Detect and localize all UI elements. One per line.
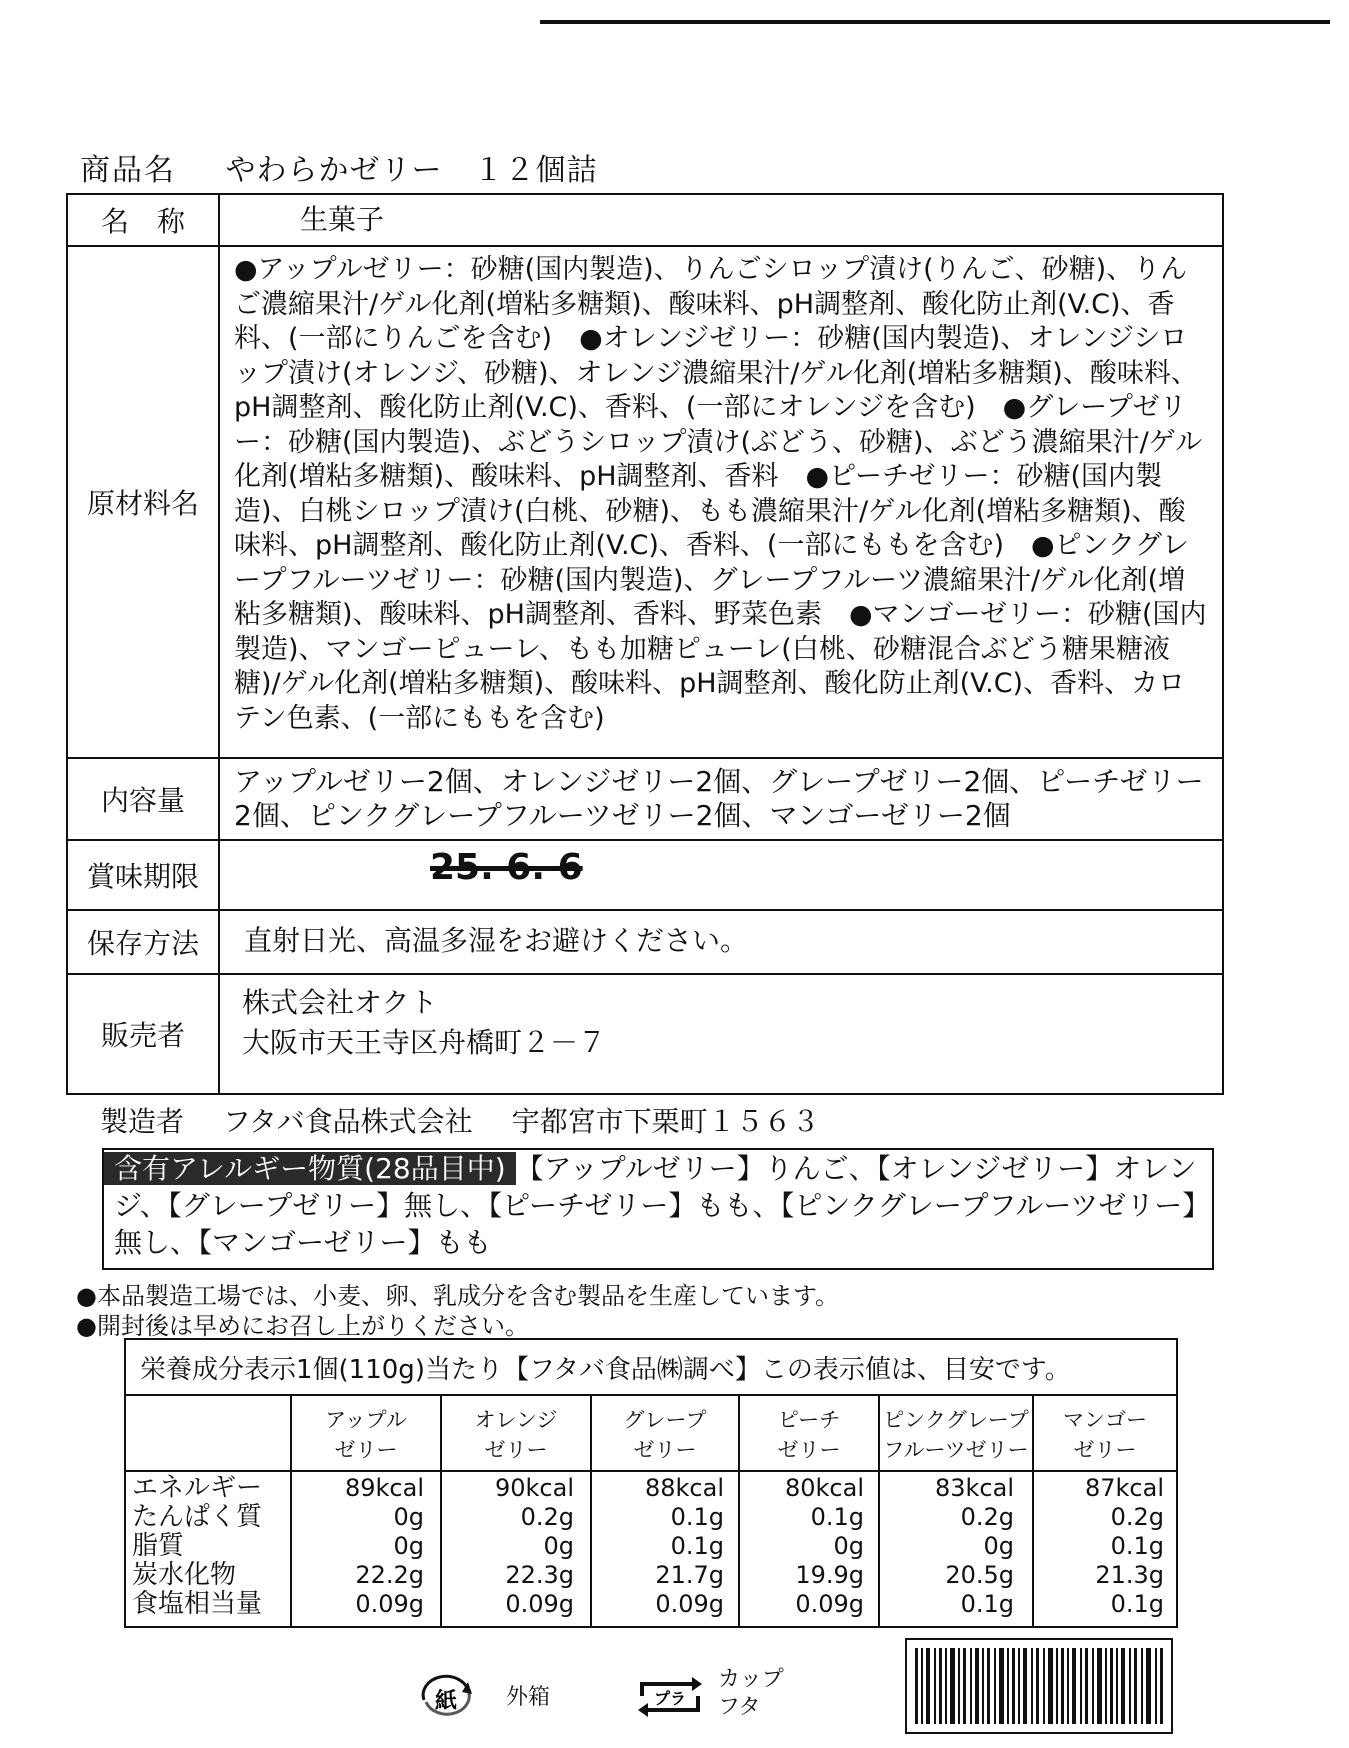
row-best-before (68, 841, 1222, 911)
value-cell: 0.2g (520, 1503, 574, 1531)
col-name-line1: オレンジ (474, 1408, 558, 1432)
value-cell: 0g (393, 1532, 424, 1560)
col-name-line1: マンゴー (1063, 1408, 1147, 1432)
label-table (66, 193, 1224, 1095)
plastic-recycle-icon (636, 1674, 704, 1718)
nutrient-labels (132, 1474, 262, 1619)
note-factory: ●本品製造工場では、小麦、卵、乳成分を含む製品を生産しています。 (76, 1282, 840, 1310)
col-name-line2: ゼリー (633, 1438, 697, 1462)
nutrient-label: エネルギー (132, 1473, 263, 1503)
paper-label: 外箱 (506, 1685, 551, 1710)
value-cell: 0g (393, 1503, 424, 1531)
value-cell: 89kcal (344, 1474, 424, 1502)
col-name-line2: ゼリー (484, 1438, 548, 1462)
top-rule (540, 20, 1330, 24)
value-cell: 88kcal (644, 1474, 724, 1502)
values-mango (1034, 1474, 1164, 1619)
manufacturer-row (100, 1100, 850, 1140)
seller-cell (220, 975, 1222, 1093)
paper-mark-text: 紙 (434, 1689, 458, 1714)
plastic-labels (718, 1666, 784, 1722)
barcode-bars (907, 1640, 1171, 1732)
manufacturer-label: 製造者 (100, 1105, 185, 1138)
values-grape (592, 1474, 724, 1619)
value-cell: 0.09g (355, 1590, 424, 1618)
nutrient-label: 脂質 (132, 1531, 185, 1561)
value-cell: 0.1g (1110, 1590, 1164, 1618)
ingredients-label: 原材料名 (68, 247, 220, 757)
storage-label: 保存方法 (68, 911, 220, 973)
allergy-text: 【アップルゼリー】りんご、【オレンジゼリー】オレンジ、【グレープゼリー】無し、【ピーチゼリー】もも、【ピンクグレープフルーツゼリー】無し、【マンゴーゼリー】もも (114, 1152, 1197, 1259)
nutrition-title: 栄養成分表示1個(110g)当たり【フタバ食品㈱調べ】この表示値は、目安です。 (126, 1340, 1176, 1396)
value-cell: 0.1g (1110, 1532, 1164, 1560)
value-cell: 20.5g (945, 1561, 1014, 1589)
contents-value: アップルゼリー2個、オレンジゼリー2個、グレープゼリー2個、ピーチゼリー2個、ピンクグレープフルーツゼリー2個、マンゴーゼリー2個 (234, 765, 1204, 832)
row-seller (68, 975, 1222, 1093)
value-cell: 0g (833, 1532, 864, 1560)
plastic-label-lid: フタ (718, 1695, 761, 1720)
value-cell: 87kcal (1084, 1474, 1164, 1502)
value-cell: 90kcal (494, 1474, 574, 1502)
value-cell: 0.09g (795, 1590, 864, 1618)
values-orange (442, 1474, 574, 1619)
value-cell: 0.1g (810, 1503, 864, 1531)
col-name-line2: ゼリー (777, 1438, 841, 1462)
value-cell: 0.2g (960, 1503, 1014, 1531)
best-before-cell (220, 841, 1222, 909)
col-head-pink-grapefruit (880, 1402, 1032, 1468)
best-before-value: 25. 6. 6 (430, 847, 583, 888)
paper-recycle-icon (418, 1672, 474, 1718)
value-cell: 0g (983, 1532, 1014, 1560)
value-cell: 21.3g (1095, 1561, 1164, 1589)
col-head-peach (740, 1402, 878, 1468)
nutrient-label: 炭水化物 (132, 1560, 237, 1590)
barcode (905, 1638, 1173, 1734)
value-cell: 21.7g (655, 1561, 724, 1589)
allergy-box (102, 1148, 1214, 1270)
name-value: 生菓子 (300, 203, 385, 236)
value-cell: 80kcal (784, 1474, 864, 1502)
ingredients-value: ●アップルゼリー：砂糖(国内製造)、りんごシロップ漬け(りんご、砂糖)、りんご濃縮果汁/ゲル化剤(増粘多糖類)、酸味料、pH調整剤、酸化防止剤(V.C)、香料、(一部にりんごを含む) ●オレンジゼリー：砂糖(国内製造)、オレンジシロップ漬け(オレンジ、砂糖)、オレンジ濃縮果汁/ゲル化剤(増粘多糖類)、酸味料、pH調整剤、酸化防止剤(V.C)、香料、(一部にオレンジを含む) ●グレープゼリー：砂糖(国内製造)、ぶどうシロップ漬け(ぶどう、砂糖)、ぶどう濃縮果汁/ゲル化剤(増粘多糖類)、酸味料、pH調整剤、香料 ●ピーチゼリー：砂糖(国内製造)、白桃シロップ漬け(白桃、砂糖)、もも濃縮果汁/ゲル化剤(増粘多糖類)、酸味料、pH調整剤、酸化防止剤(V.C)、香料、(一部にももを含む) ●ピンクグレープフルーツゼリー：砂糖(国内製造)、グレープフルーツ濃縮果汁/ゲル化剤(増粘多糖類)、酸味料、pH調整剤、香料、野菜色素 ●マンゴーゼリー：砂糖(国内製造)、マンゴーピューレ、もも加糖ピューレ(白桃、砂糖混合ぶどう糖果糖液糖)/ゲル化剤(増粘多糖類)、酸味料、pH調整剤、酸化防止剤(V.C)、香料、カロテン色素、(一部にももを含む) (234, 254, 1207, 734)
best-before-label: 賞味期限 (68, 841, 220, 909)
nutrition-table (124, 1338, 1178, 1628)
value-cell: 0g (543, 1532, 574, 1560)
col-head-orange (442, 1402, 590, 1468)
col-head-grape (592, 1402, 738, 1468)
values-apple (292, 1474, 424, 1619)
row-contents (68, 759, 1222, 841)
nutrient-label: たんぱく質 (132, 1502, 263, 1532)
name-label: 名 称 (68, 195, 220, 245)
col-head-mango (1034, 1402, 1176, 1468)
value-cell: 83kcal (934, 1474, 1014, 1502)
allergy-tag: 含有アレルギー物質(28品目中) (104, 1152, 516, 1185)
seller-label: 販売者 (68, 975, 220, 1093)
nutrient-label: 食塩相当量 (132, 1589, 263, 1619)
manufacturer-company: フタバ食品株式会社 (222, 1105, 473, 1138)
value-cell: 0.1g (670, 1503, 724, 1531)
col-head-apple (292, 1402, 440, 1468)
col-name-line1: アップル (325, 1408, 407, 1432)
contents-label: 内容量 (68, 759, 220, 839)
storage-value: 直射日光、高温多湿をお避けください。 (244, 924, 749, 957)
col-name-line1: ピンクグレープ (883, 1408, 1029, 1432)
col-name-line1: ピーチ (777, 1408, 841, 1432)
value-cell: 0.1g (670, 1532, 724, 1560)
seller-address: 大阪市天王寺区舟橋町２－７ (242, 1026, 607, 1059)
value-cell: 0.1g (960, 1590, 1014, 1618)
value-cell: 19.9g (795, 1561, 864, 1589)
product-name-label: 商品名 (80, 153, 176, 188)
row-name (68, 195, 1222, 247)
value-cell: 22.2g (355, 1561, 424, 1589)
col-name-line1: グレープ (623, 1408, 707, 1432)
manufacturer-address: 宇都宮市下栗町１５６３ (511, 1105, 820, 1138)
plastic-label-cup: カップ (718, 1667, 784, 1692)
product-name-value: やわらかゼリー １２個詰 (225, 153, 598, 188)
row-ingredients (68, 247, 1222, 759)
values-peach (740, 1474, 864, 1619)
values-pink-grapefruit (880, 1474, 1014, 1619)
value-cell: 0.2g (1110, 1503, 1164, 1531)
col-name-line2: フルーツゼリー (883, 1438, 1029, 1462)
row-storage (68, 911, 1222, 975)
value-cell: 22.3g (505, 1561, 574, 1589)
note-after-opening: ●開封後は早めにお召し上がりください。 (76, 1312, 529, 1340)
col-name-line2: ゼリー (334, 1438, 398, 1462)
plastic-mark-text: プラ (653, 1689, 687, 1708)
seller-company: 株式会社オクト (242, 986, 438, 1019)
value-cell: 0.09g (655, 1590, 724, 1618)
value-cell: 0.09g (505, 1590, 574, 1618)
col-name-line2: ゼリー (1073, 1438, 1137, 1462)
product-name-row (80, 145, 598, 189)
